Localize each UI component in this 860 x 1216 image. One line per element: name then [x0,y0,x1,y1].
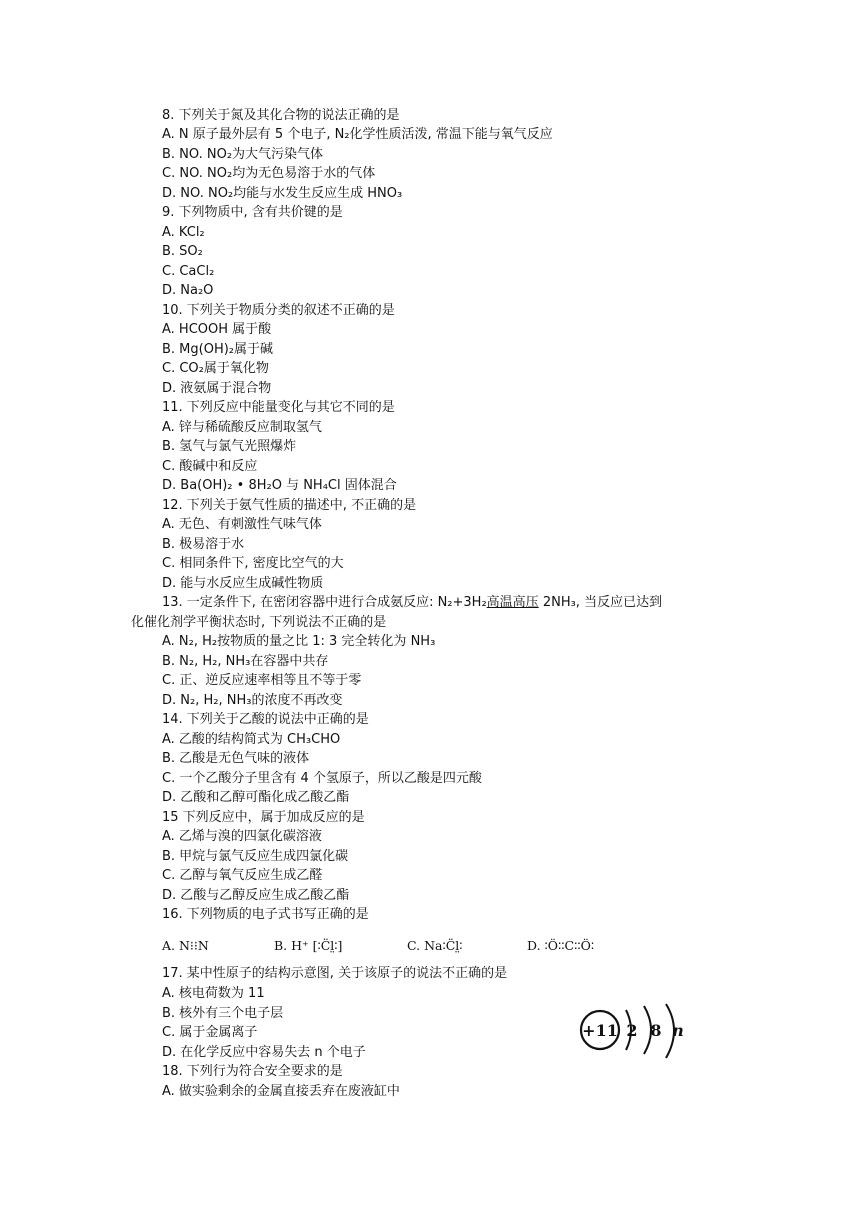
question-10: 10. 下列关于物质分类的叙述不正确的是 [162,303,395,318]
question-18: 18. 下列行为符合安全要求的是 [162,1064,343,1079]
question-16-option-a: A. N⁝⁝N [162,938,209,953]
question-10-option-a: A. HCOOH 属于酸 [162,322,272,337]
question-9: 9. 下列物质中, 含有共价键的是 [162,205,343,220]
question-17-option-b: B. 核外有三个电子层 [162,1006,284,1021]
question-8-option-d: D. NO. NO₂均能与水发生反应生成 HNO₃ [162,186,403,201]
question-10-option-b: B. Mg(OH)₂属于碱 [162,342,274,357]
question-11-option-a: A. 锌与稀硫酸反应制取氢气 [162,420,322,435]
question-14-option-a: A. 乙酸的结构简式为 CH₃CHO [162,732,341,747]
reaction-condition: 高温高压 [486,595,539,610]
question-8-option-c: C. NO. NO₂均为无色易溶于水的气体 [162,166,376,181]
question-11-option-c: C. 酸碱中和反应 [162,459,258,474]
question-8-option-b: B. NO. NO₂为大气污染气体 [162,147,324,162]
question-17-option-d: D. 在化学反应中容易失去 n 个电子 [162,1045,366,1060]
question-10-option-c: C. CO₂属于氧化物 [162,361,269,376]
question-14-option-d: D. 乙酸和乙醇可酯化成乙酸乙酯 [162,790,350,805]
question-17-option-a: A. 核电荷数为 11 [162,986,265,1001]
question-11-option-b: B. 氢气与氯气光照爆炸 [162,439,297,454]
question-9-option-a: A. KCl₂ [162,225,205,240]
shell-1-count: 2 [626,1021,638,1040]
shell-3-count: n [672,1021,684,1040]
question-12-option-d: D. 能与水反应生成碱性物质 [162,576,324,591]
question-14: 14. 下列关于乙酸的说法中正确的是 [162,712,369,727]
question-13-line-1 [162,593,662,612]
question-9-option-b: B. SO₂ [162,244,203,259]
question-13-option-b: B. N₂, H₂, NH₃在容器中共存 [162,654,329,669]
question-18-option-a: A. 做实验剩余的金属直接丢弃在废液缸中 [162,1084,400,1099]
atom-structure-diagram [574,996,704,1066]
question-16-option-d: D. ∶Ö∶∶C∶∶Ö∶ [527,938,595,953]
question-12-option-c: C. 相同条件下, 密度比空气的大 [162,556,344,571]
question-13-lead: 13. 一定条件下, 在密闭容器中进行合成氨反应: N₂+3H₂ [162,595,487,610]
question-13-option-a: A. N₂, H₂按物质的量之比 1: 3 完全转化为 NH₃ [162,634,436,649]
question-15-option-d: D. 乙酸与乙醇反应生成乙酸乙酯 [162,888,350,903]
question-15-option-c: C. 乙醇与氧气反应生成乙醛 [162,868,323,883]
question-11: 11. 下列反应中能量变化与其它不同的是 [162,400,395,415]
question-14-option-b: B. 乙酸是无色气味的液体 [162,751,310,766]
question-16: 16. 下列物质的电子式书写正确的是 [162,907,369,922]
question-13-option-c: C. 正、逆反应速率相等且不等于零 [162,673,362,688]
question-13-tail: 2NH₃, 当反应已达到 [538,595,663,610]
question-17: 17. 某中性原子的结构示意图, 关于该原子的说法不正确的是 [162,966,508,981]
question-9-option-c: C. CaCl₂ [162,264,215,279]
question-10-option-d: D. 液氨属于混合物 [162,381,272,396]
question-8-option-a: A. N 原子最外层有 5 个电子, N₂化学性质活泼, 常温下能与氧气反应 [162,127,553,142]
question-16-option-c: C. Na∶C̈l̤∶ [407,938,463,953]
question-12-option-a: A. 无色、有刺激性气味气体 [162,517,322,532]
question-8: 8. 下列关于氮及其化合物的说法正确的是 [162,108,400,123]
question-12: 12. 下列关于氨气性质的描述中, 不正确的是 [162,498,417,513]
question-16-option-b: B. H⁺ [∶C̈l̤∶] [274,938,343,953]
question-12-option-b: B. 极易溶于水 [162,537,245,552]
question-11-option-d: D. Ba(OH)₂ • 8H₂O 与 NH₄Cl 固体混合 [162,478,397,493]
question-13-option-d: D. N₂, H₂, NH₃的浓度不再改变 [162,693,343,708]
question-15-option-b: B. 甲烷与氯气反应生成四氯化碳 [162,849,349,864]
question-15: 15 下列反应中，属于加成反应的是 [162,810,365,825]
question-14-option-c: C. 一个乙酸分子里含有 4 个氢原子，所以乙酸是四元酸 [162,771,482,786]
electron-formula-options [162,935,622,957]
shell-2-count: 8 [650,1021,662,1040]
question-17-option-c: C. 属于金属离子 [162,1025,258,1040]
question-15-option-a: A. 乙烯与溴的四氯化碳溶液 [162,829,322,844]
question-9-option-d: D. Na₂O [162,283,214,298]
nucleus-charge: +11 [582,1021,618,1040]
question-13-line-2: 化催化剂学平衡状态时, 下列说法不正确的是 [131,615,387,630]
